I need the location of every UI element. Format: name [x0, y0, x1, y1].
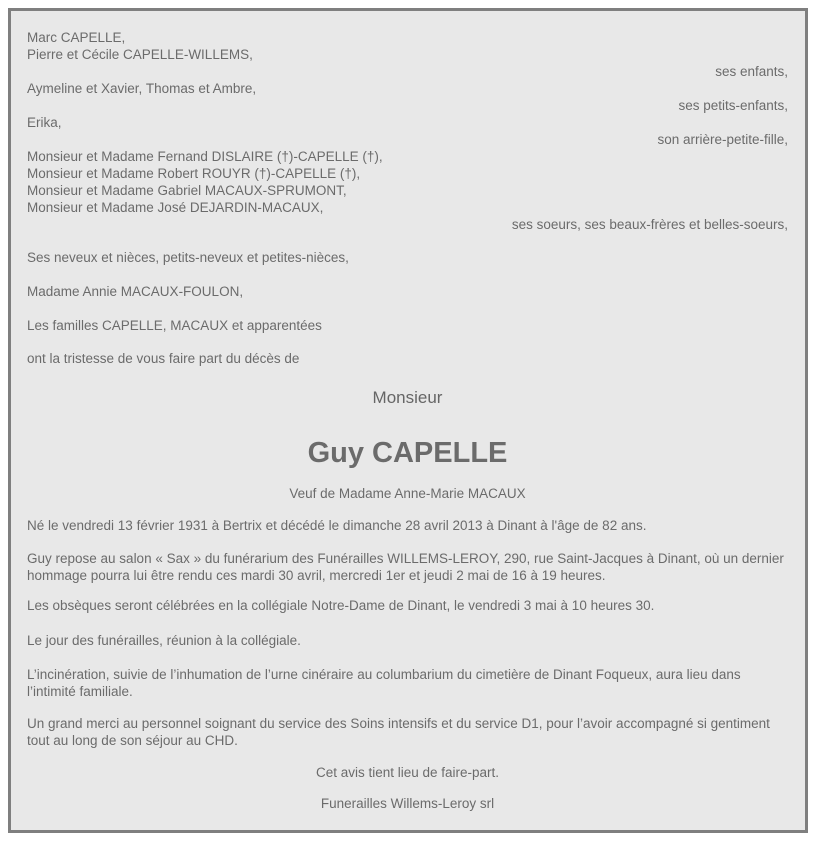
company-line: Funerailles Willems-Leroy srl	[320, 796, 495, 811]
cremation-paragraph: L’incinération, suivie de l’inhumation de l’urne cinéraire au columbarium du cimetière de Dinant Foqueux, aura lieu dans l’intimité familiale.	[27, 667, 741, 699]
obituary-content	[27, 29, 788, 812]
announcement: ont la tristesse de vous faire part du décès de	[27, 351, 300, 366]
notice-line: Cet avis tient lieu de faire-part.	[315, 765, 500, 780]
family-line: Monsieur et Madame José DEJARDIN-MACAUX,	[27, 200, 324, 215]
birth-death-paragraph: Né le vendredi 13 février 1931 à Bertrix et décédé le dimanche 28 avril 2013 à Dinant à l'âge de 82 ans.	[27, 518, 647, 533]
funeral-paragraph: Les obsèques seront célébrées en la collégiale Notre-Dame de Dinant, le vendredi 3 mai à 10 heures 30.	[27, 598, 655, 613]
family-line: Monsieur et Madame Fernand DISLAIRE (†)-CAPELLE (†),	[27, 149, 383, 164]
thanks-paragraph: Un grand merci au personnel soignant du service des Soins intensifs et du service D1, pour l’avoir accompagné si gentiment tout au long de son séjour au CHD.	[27, 716, 770, 748]
obituary-card	[8, 8, 808, 833]
family-line: Aymeline et Xavier, Thomas et Ambre,	[27, 81, 257, 96]
relation-label: ses enfants,	[715, 64, 788, 79]
family-line: Marc CAPELLE,	[27, 30, 126, 45]
family-line: Monsieur et Madame Gabriel MACAUX-SPRUMONT,	[27, 183, 347, 198]
family-line: Madame Annie MACAUX-FOULON,	[27, 284, 244, 299]
visitation-paragraph: Guy repose au salon « Sax » du funérarium des Funérailles WILLEMS-LEROY, 290, rue Saint-Jacques à Dinant, où un dernier hommage pourra lui être rendu ces mardi 30 avril, mercredi 1er et jeudi 2 mai de 16 à 19 heures.	[27, 551, 784, 583]
family-line: Ses neveux et nièces, petits-neveux et petites-nièces,	[27, 250, 349, 265]
widower-line: Veuf de Madame Anne-Marie MACAUX	[289, 486, 526, 501]
family-line: Monsieur et Madame Robert ROUYR (†)-CAPELLE (†),	[27, 166, 361, 181]
family-line: Les familles CAPELLE, MACAUX et apparentées	[27, 318, 322, 333]
relation-label: ses petits-enfants,	[678, 98, 788, 113]
family-line: Erika,	[27, 115, 62, 130]
deceased-name: Guy CAPELLE	[307, 437, 508, 469]
family-line: Pierre et Cécile CAPELLE-WILLEMS,	[27, 47, 253, 62]
relation-label: ses soeurs, ses beaux-frères et belles-soeurs,	[511, 217, 788, 232]
meeting-paragraph: Le jour des funérailles, réunion à la collégiale.	[27, 633, 301, 648]
relation-label: son arrière-petite-fille,	[657, 132, 788, 147]
deceased-title: Monsieur	[372, 388, 443, 407]
